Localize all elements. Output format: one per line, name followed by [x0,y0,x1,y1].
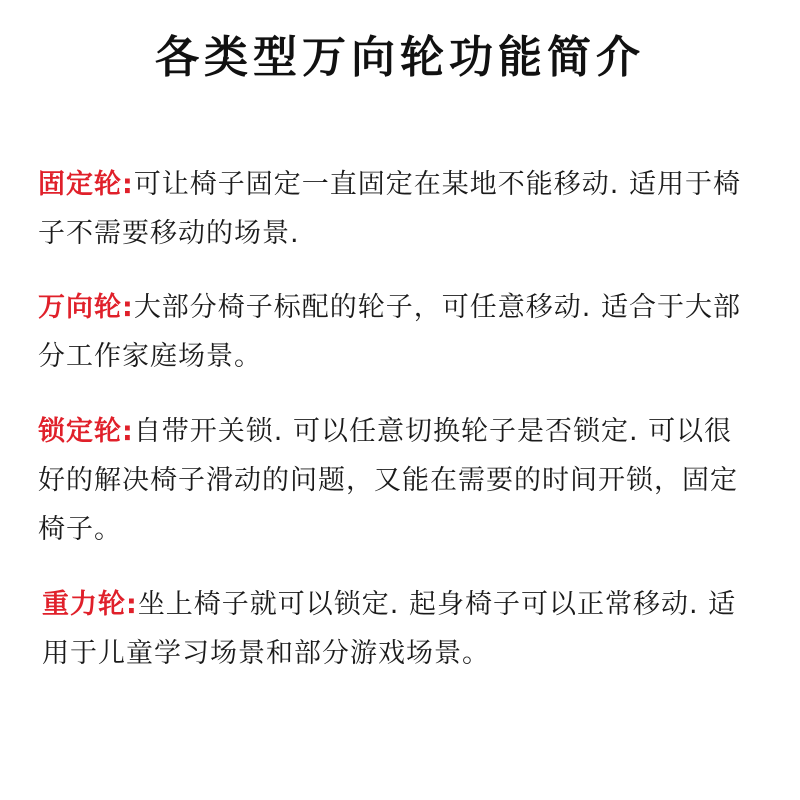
description-gravity-wheel: 坐上椅子就可以锁定. 起身椅子可以正常移动. 适用于儿童学习场景和部分游戏场景。 [42,589,737,669]
term-swivel-wheel: 万向轮: [38,292,134,323]
section-gravity-wheel [42,580,762,678]
section-swivel-wheel [38,283,758,381]
description-fixed-wheel: 可让椅子固定一直固定在某地不能移动. 适用于椅子不需要移动的场景. [38,169,741,249]
description-swivel-wheel: 大部分椅子标配的轮子，可任意移动. 适合于大部分工作家庭场景。 [38,292,741,372]
description-locking-wheel: 自带开关锁. 可以任意切换轮子是否锁定. 可以很好的解决椅子滑动的问题，又能在需要的时间开锁，固定椅子。 [38,416,738,545]
term-gravity-wheel: 重力轮: [42,589,138,620]
section-fixed-wheel [38,160,758,258]
term-locking-wheel: 锁定轮: [38,416,134,447]
term-fixed-wheel: 固定轮: [38,169,134,200]
section-locking-wheel [38,407,758,554]
page-title: 各类型万向轮功能简介 [155,32,645,83]
